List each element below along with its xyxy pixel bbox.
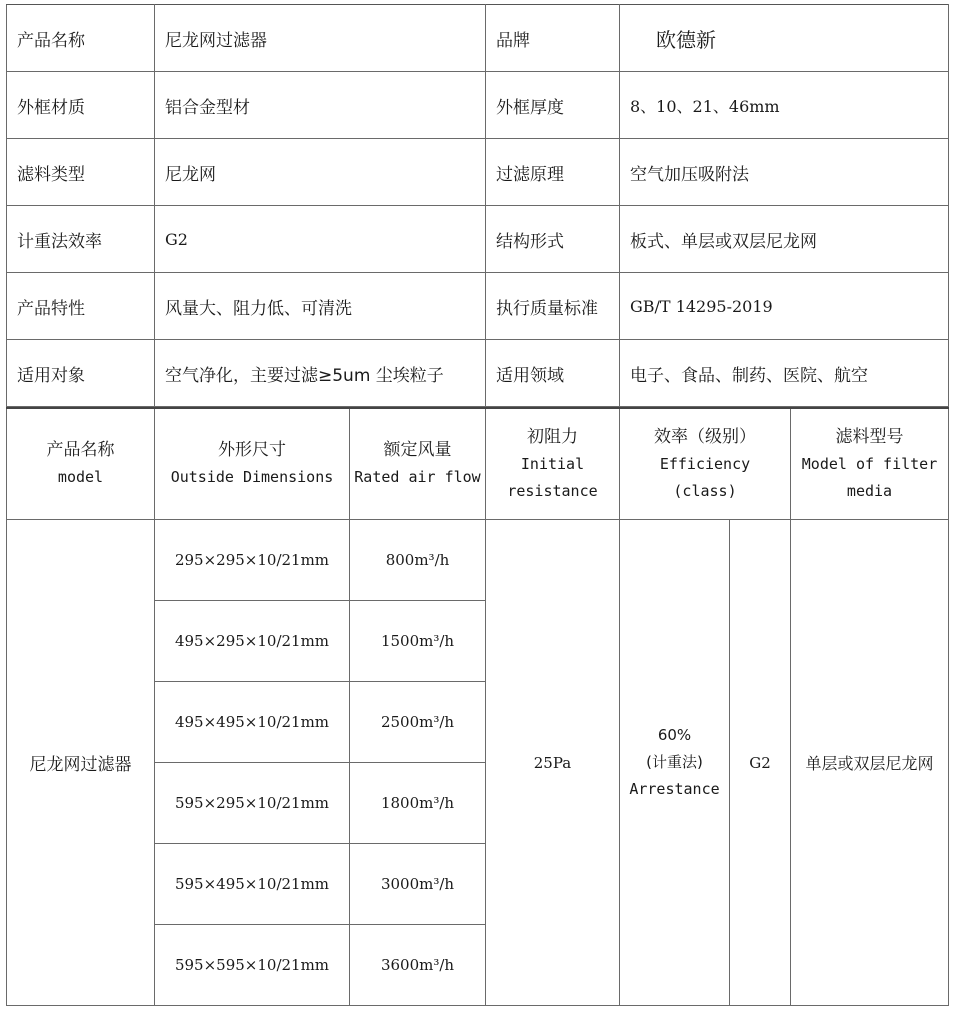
header-model-zh: 产品名称	[46, 440, 115, 460]
dimensions-cell: 595×595×10/21mm	[155, 925, 350, 1006]
header-model	[7, 408, 155, 520]
product-name-cell: 尼龙网过滤器	[7, 520, 155, 1006]
flow-cell: 1500m³/h	[350, 601, 486, 682]
flow-cell: 800m³/h	[350, 520, 486, 601]
header-resistance-en1: Initial	[520, 454, 585, 473]
spec-value: GB/T 14295-2019	[620, 273, 949, 340]
spec-label: 外框厚度	[486, 72, 620, 139]
spec-label: 适用领域	[486, 340, 620, 407]
spec-value: 尼龙网	[155, 139, 486, 206]
header-media-zh: 滤料型号	[835, 426, 904, 447]
spec-row	[7, 5, 949, 72]
spec-value: 风量大、阻力低、可清洗	[155, 273, 486, 340]
dimensions-cell: 495×295×10/21mm	[155, 601, 350, 682]
spec-label: 过滤原理	[486, 139, 620, 206]
efficiency-method: (计重法)	[646, 753, 703, 771]
flow-cell: 3600m³/h	[350, 925, 486, 1006]
spec-row	[7, 340, 949, 407]
header-dimensions-zh: 外形尺寸	[218, 440, 286, 460]
brand-value: 欧德新	[620, 5, 949, 72]
header-dimensions	[155, 408, 350, 520]
media-cell: 单层或双层尼龙网	[791, 520, 949, 1006]
dimensions-cell: 295×295×10/21mm	[155, 520, 350, 601]
spec-value: 铝合金型材	[155, 72, 486, 139]
spec-row	[7, 139, 949, 206]
header-efficiency-en2: (class)	[673, 481, 737, 500]
spec-row	[7, 273, 949, 340]
header-flow-zh: 额定风量	[383, 440, 452, 460]
spec-label: 结构形式	[486, 206, 620, 273]
header-media-en2: media	[846, 481, 893, 500]
efficiency-en: Arrestance	[629, 780, 720, 798]
flow-cell: 2500m³/h	[350, 682, 486, 763]
spec-value: 电子、食品、制药、医院、航空	[620, 340, 949, 407]
header-flow-en: Rated air flow	[354, 468, 481, 486]
header-resistance	[486, 408, 620, 520]
spec-label: 执行质量标准	[486, 273, 620, 340]
dimensions-cell: 595×495×10/21mm	[155, 844, 350, 925]
spec-table	[6, 4, 949, 407]
spec-value: 空气净化，主要过滤≥5um 尘埃粒子	[155, 340, 486, 407]
resistance-cell: 25Pa	[486, 520, 620, 1006]
spec-label: 品牌	[486, 5, 620, 72]
spec-row	[7, 206, 949, 273]
efficiency-cell	[620, 520, 730, 1006]
spec-value: 尼龙网过滤器	[155, 5, 486, 72]
spec-row	[7, 72, 949, 139]
table-row	[7, 520, 949, 601]
dimensions-cell: 595×295×10/21mm	[155, 763, 350, 844]
dimensions-cell: 495×495×10/21mm	[155, 682, 350, 763]
header-flow	[350, 408, 486, 520]
product-sheet	[6, 4, 948, 1006]
spec-label: 计重法效率	[7, 206, 155, 273]
header-efficiency-zh: 效率（级别）	[654, 426, 756, 447]
header-efficiency-en1: Efficiency	[659, 454, 751, 473]
spec-label: 产品特性	[7, 273, 155, 340]
spec-label: 适用对象	[7, 340, 155, 407]
efficiency-value: 60%	[657, 726, 692, 744]
flow-cell: 3000m³/h	[350, 844, 486, 925]
spec-value: G2	[155, 206, 486, 273]
header-dimensions-en: Outside Dimensions	[170, 468, 334, 486]
spec-label: 外框材质	[7, 72, 155, 139]
spec-value: 板式、单层或双层尼龙网	[620, 206, 949, 273]
header-media	[791, 408, 949, 520]
model-table-header	[7, 408, 949, 520]
flow-cell: 1800m³/h	[350, 763, 486, 844]
header-media-en1: Model of filter	[801, 454, 938, 473]
header-resistance-en2: resistance	[507, 481, 598, 500]
header-efficiency	[620, 408, 791, 520]
header-resistance-zh: 初阻力	[527, 426, 578, 447]
header-model-en: model	[57, 468, 104, 486]
spec-label: 滤料类型	[7, 139, 155, 206]
spec-value: 8、10、21、46mm	[620, 72, 949, 139]
spec-label: 产品名称	[7, 5, 155, 72]
spec-value: 空气加压吸附法	[620, 139, 949, 206]
model-table	[6, 407, 949, 1006]
class-cell: G2	[730, 520, 791, 1006]
